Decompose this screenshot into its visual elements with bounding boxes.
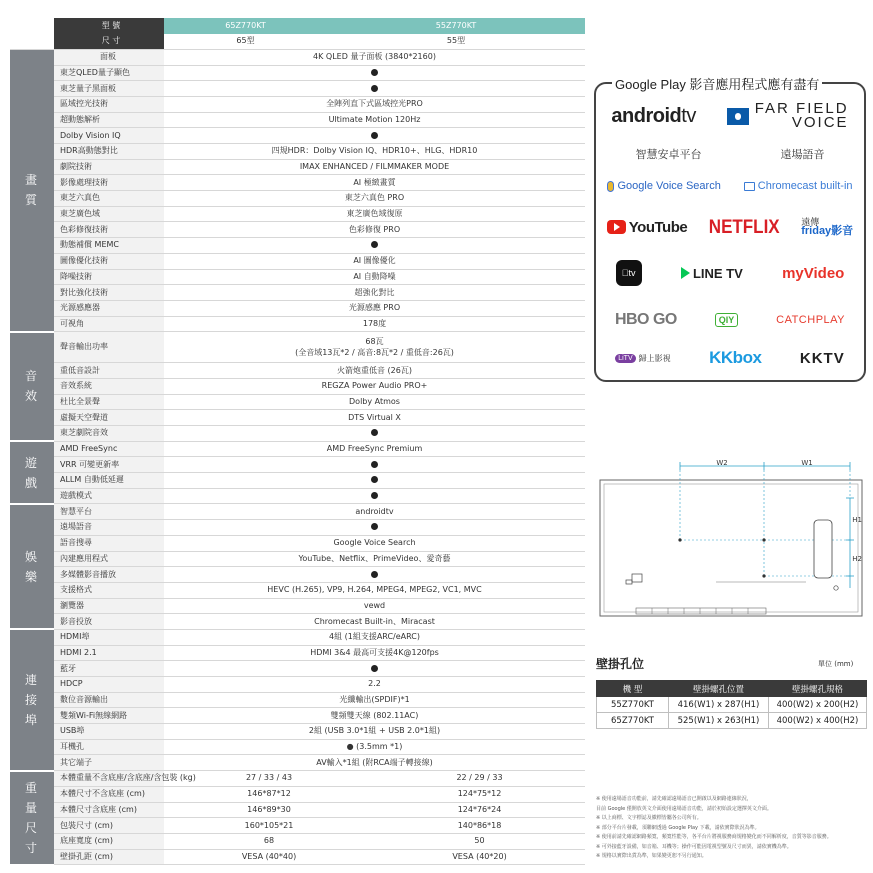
- spec-label: 影音投放: [54, 614, 164, 630]
- tv-back-drawing: [596, 458, 868, 633]
- spec-group-name: 畫質: [25, 173, 40, 208]
- spec-header-model-65: 65Z770KT: [164, 18, 327, 34]
- spec-row: [10, 269, 585, 285]
- litv-logo: LiTV 歸上影視: [615, 353, 670, 364]
- spec-value: 色彩修復 PRO: [164, 222, 585, 238]
- spec-label: HDMI埠: [54, 629, 164, 645]
- spec-value: 4組 (1組支援ARC/eARC): [164, 629, 585, 645]
- wall-mount-row: [597, 697, 867, 713]
- spec-value: DTS Virtual X: [164, 410, 585, 426]
- spec-label: 本體重量不含底座/含底座/含包裝 (kg): [54, 771, 164, 787]
- spec-size-row: [10, 34, 585, 50]
- spec-row: [10, 488, 585, 504]
- netflix-logo: NETFLIX: [708, 215, 780, 238]
- spec-row: [10, 394, 585, 410]
- spec-value-line2: (全音域13瓦*2 / 高音:8瓦*2 / 重低音:26瓦): [295, 348, 454, 358]
- spec-value: androidtv: [164, 504, 585, 520]
- h1-label: H1: [852, 516, 862, 524]
- spec-label: 數位音源輸出: [54, 692, 164, 708]
- spec-label: ALLM 自動低延遲: [54, 473, 164, 489]
- spec-value: 東芝六真色 PRO: [164, 191, 585, 207]
- spec-row: [10, 175, 585, 191]
- spec-value-55: 124*75*12: [374, 786, 585, 802]
- spec-value-65: 160*105*21: [164, 818, 374, 834]
- spec-label: 音效系統: [54, 378, 164, 394]
- bullet-dot-icon: [371, 523, 378, 530]
- spec-label: 壁掛孔距 (cm): [54, 849, 164, 865]
- spec-group-0: [10, 49, 54, 331]
- spec-group-name: 連接埠: [25, 673, 40, 728]
- footnote-line: ※ 可外接藍牙設備，如音箱、耳機等；操作可能因電視型號及尺寸而異，請依實機為準。: [596, 843, 792, 850]
- spec-value: [164, 128, 585, 144]
- spec-value-55: 124*76*24: [374, 802, 585, 818]
- spec-value: Ultimate Motion 120Hz: [164, 112, 585, 128]
- spec-group-name: 音效: [25, 369, 40, 404]
- spec-header-blank: [10, 18, 54, 34]
- spec-row: [10, 253, 585, 269]
- spec-row: [10, 535, 585, 551]
- footnotes: [596, 795, 871, 862]
- spec-row: [10, 645, 585, 661]
- spec-group-1: [10, 332, 54, 441]
- spec-row: [10, 582, 585, 598]
- spec-value: 4K QLED 量子面板 (3840*2160): [164, 49, 585, 65]
- spec-label: 虛擬天空聲道: [54, 410, 164, 426]
- spec-label: 重低音設計: [54, 363, 164, 379]
- wall-mount-header-cell: 壁掛螺孔位置: [669, 681, 769, 697]
- spec-value: 雙頻雙天線 (802.11AC): [164, 708, 585, 724]
- spec-value: [164, 81, 585, 97]
- spec-row: [10, 567, 585, 583]
- spec-row: [10, 708, 585, 724]
- wall-mount-header-cell: 壁掛螺孔規格: [769, 681, 867, 697]
- spec-row: [10, 755, 585, 771]
- spec-value-55: 22 / 29 / 33: [374, 771, 585, 787]
- spec-value: 2.2: [164, 677, 585, 693]
- spec-value-line1: 68瓦: [365, 337, 384, 347]
- spec-value: 178度: [164, 316, 585, 332]
- spec-value: 超強化對比: [164, 285, 585, 301]
- bullet-dot-icon: [371, 241, 378, 248]
- spec-value: 光源感應 PRO: [164, 300, 585, 316]
- spec-label: HDR高動態對比: [54, 144, 164, 160]
- wall-mount-cell: 416(W1) x 287(H1): [669, 697, 769, 713]
- spec-label: 光源感應器: [54, 300, 164, 316]
- spec-value: [164, 426, 585, 442]
- spec-group-2: [10, 441, 54, 504]
- spec-label: 內建應用程式: [54, 551, 164, 567]
- spec-label: 包裝尺寸 (cm): [54, 818, 164, 834]
- spec-label: 東芝六真色: [54, 191, 164, 207]
- spec-value-65: 68: [164, 833, 374, 849]
- wall-mount-unit: 單位 (mm): [818, 660, 854, 668]
- h2-label: H2: [852, 555, 862, 563]
- spec-label: 耳機孔: [54, 739, 164, 755]
- spec-value: [164, 238, 585, 254]
- iqiyi-logo: QIY: [715, 313, 739, 327]
- bullet-dot-icon: [371, 429, 378, 436]
- tv-back-diagram: [596, 458, 868, 633]
- spec-value: 火箭炮重低音 (26瓦): [164, 363, 585, 379]
- bullet-dot-icon: [371, 69, 378, 76]
- bullet-dot-icon: [371, 571, 378, 578]
- spec-label: 東芝劇院音效: [54, 426, 164, 442]
- spec-label: HDMI 2.1: [54, 645, 164, 661]
- spec-row: [10, 739, 585, 755]
- spec-group-name: 重量尺寸: [25, 780, 40, 855]
- spec-row: [10, 520, 585, 536]
- spec-label: 圖像優化技術: [54, 253, 164, 269]
- spec-label: 底座寬度 (cm): [54, 833, 164, 849]
- spec-row: [10, 159, 585, 175]
- spec-label: 東芝量子黑面板: [54, 81, 164, 97]
- spec-label: 本體尺寸含底座 (cm): [54, 802, 164, 818]
- spec-value: [164, 65, 585, 81]
- cast-icon: [744, 182, 755, 191]
- spec-row: [10, 457, 585, 473]
- catchplay-logo: CATCHPLAY: [776, 314, 846, 326]
- spec-row: [10, 285, 585, 301]
- spec-row: [10, 128, 585, 144]
- wall-mount-cell: 55Z770KT: [597, 697, 669, 713]
- androidtv-logo: androidtv: [611, 104, 696, 127]
- spec-label: 其它端子: [54, 755, 164, 771]
- spec-value-55: 140*86*18: [374, 818, 585, 834]
- youtube-play-icon: [607, 220, 626, 234]
- wall-mount-cell: 400(W2) x 200(H2): [769, 697, 867, 713]
- spec-row: [10, 410, 585, 426]
- spec-label: 影像處理技術: [54, 175, 164, 191]
- spec-row: [10, 96, 585, 112]
- bullet-dot-icon: [371, 665, 378, 672]
- voice-device-icon: [727, 108, 749, 125]
- spec-value: [164, 520, 585, 536]
- spec-row: [10, 363, 585, 379]
- spec-label: 藍牙: [54, 661, 164, 677]
- spec-value-55: 50: [374, 833, 585, 849]
- spec-value: IMAX ENHANCED / FILMMAKER MODE: [164, 159, 585, 175]
- spec-label: AMD FreeSync: [54, 441, 164, 457]
- spec-value: Google Voice Search: [164, 535, 585, 551]
- spec-value: AV輸入*1組 (附RCA端子轉接線): [164, 755, 585, 771]
- spec-group-4: [10, 629, 54, 770]
- spec-row: [10, 771, 585, 787]
- spec-label: 可視角: [54, 316, 164, 332]
- spec-row: [10, 473, 585, 489]
- spec-row: [10, 65, 585, 81]
- spec-label: 支援格式: [54, 582, 164, 598]
- wall-mount-cell: 65Z770KT: [597, 713, 669, 729]
- spec-value: YouTube、Netflix、PrimeVideo、愛奇藝: [164, 551, 585, 567]
- spec-value: 東芝廣色域復原: [164, 206, 585, 222]
- spec-label: 區域控光技術: [54, 96, 164, 112]
- spec-label: 超動態解析: [54, 112, 164, 128]
- spec-row: [10, 598, 585, 614]
- spec-row: [10, 677, 585, 693]
- spec-row: [10, 49, 585, 65]
- spec-label: 對比強化技術: [54, 285, 164, 301]
- spec-row: [10, 191, 585, 207]
- wall-mount-cell: 400(W2) x 400(H2): [769, 713, 867, 729]
- spec-value: AI 圖像優化: [164, 253, 585, 269]
- spec-row: [10, 238, 585, 254]
- spec-label: Dolby Vision IQ: [54, 128, 164, 144]
- spec-row: [10, 818, 585, 834]
- wall-mount-header-cell: 機 型: [597, 681, 669, 697]
- spec-value: [164, 488, 585, 504]
- spec-label: 本體尺寸不含底座 (cm): [54, 786, 164, 802]
- spec-row: [10, 378, 585, 394]
- line-tv-logo: LINE TV: [681, 266, 743, 281]
- spec-row: [10, 144, 585, 160]
- spec-value: 2組 (USB 3.0*1組 + USB 2.0*1組): [164, 724, 585, 740]
- spec-group-5: [10, 771, 54, 865]
- spec-value: AI 自動降噪: [164, 269, 585, 285]
- w1-label: W1: [801, 459, 813, 467]
- spec-value: [164, 473, 585, 489]
- spec-value-65: 27 / 33 / 43: [164, 771, 374, 787]
- spec-label: 杜比全景聲: [54, 394, 164, 410]
- spec-row: [10, 692, 585, 708]
- spec-label: 智慧平台: [54, 504, 164, 520]
- far-field-voice-logo: FAR FIELD VOICE: [727, 102, 849, 130]
- spec-size-55: 55型: [327, 34, 585, 50]
- spec-value: HEVC (H.265), VP9, H.264, MPEG4, MPEG2, VC1, MVC: [164, 582, 585, 598]
- footnote-line: ※ 使用前請先確認網路頻寬，頻寬性能等，各平台片將視服務商規格變化而不同解析度，音質等影音服務。: [596, 834, 832, 840]
- spec-value: 光纖輸出(SPDIF)*1: [164, 692, 585, 708]
- spec-row: [10, 332, 585, 363]
- spec-row: [10, 222, 585, 238]
- google-voice-search-logo: Google Voice Search: [607, 180, 720, 192]
- spec-label: 面板: [54, 49, 164, 65]
- wall-mount-header-row: [597, 681, 867, 697]
- bullet-dot-icon: [371, 132, 378, 139]
- spec-row: [10, 833, 585, 849]
- apple-tv-logo: tv: [616, 260, 642, 286]
- spec-label: HDCP: [54, 677, 164, 693]
- spec-value-55: VESA (40*20): [374, 849, 585, 865]
- spec-value: AI 極緻畫質: [164, 175, 585, 191]
- platform-caption: 智慧安卓平台: [635, 148, 702, 161]
- spec-label: 降噪技術: [54, 269, 164, 285]
- spec-row: [10, 661, 585, 677]
- friday-logo: 遠傳 friday影音: [801, 217, 854, 237]
- spec-label: 瀏覽器: [54, 598, 164, 614]
- google-play-title: Google Play 影音應用程式應有盡有: [612, 74, 822, 93]
- footnote-line: ※ 規格以實際出貨為準，如果變更恕不另行通知。: [596, 853, 707, 859]
- spec-label: USB埠: [54, 724, 164, 740]
- spec-value: ● (3.5mm *1): [164, 739, 585, 755]
- spec-row: [10, 300, 585, 316]
- spec-row: [10, 614, 585, 630]
- spec-label: 語音搜尋: [54, 535, 164, 551]
- spec-value: Dolby Atmos: [164, 394, 585, 410]
- bullet-dot-icon: [371, 492, 378, 499]
- spec-row: [10, 849, 585, 865]
- w2-label: W2: [716, 459, 728, 467]
- play-triangle-icon: [681, 267, 690, 279]
- spec-table: [10, 18, 585, 866]
- spec-value: [164, 661, 585, 677]
- footnote-line: ※ 使用遠場語音功能前，請先確認遠場語音已開啟以及網路連線狀況，: [596, 796, 752, 802]
- spec-row: [10, 316, 585, 332]
- spec-value: 四規HDR：Dolby Vision IQ、HDR10+、HLG、HDR10: [164, 144, 585, 160]
- spec-header-type: 型 號: [54, 18, 164, 34]
- spec-value: 全陣列直下式區域控光PRO: [164, 96, 585, 112]
- spec-label: 聲音輸出功率: [54, 332, 164, 363]
- spec-size-65: 65型: [164, 34, 327, 50]
- spec-group-name: 娛樂: [25, 549, 40, 584]
- kkbox-logo: KKbox: [709, 348, 762, 367]
- spec-value: [164, 332, 585, 363]
- spec-label: 動態補償 MEMC: [54, 238, 164, 254]
- spec-row: [10, 551, 585, 567]
- spec-row: [10, 81, 585, 97]
- footnote-line: ※ 以上商標、文字標誌及徽標皆屬各公司所有。: [596, 815, 702, 821]
- spec-label: 遊戲模式: [54, 488, 164, 504]
- spec-label: 遠場語音: [54, 520, 164, 536]
- google-play-apps-panel: [594, 77, 866, 382]
- spec-value-65: 146*87*12: [164, 786, 374, 802]
- footnote-line: 目前 Google 僅開放英文介面使用遠場語音功能，請於初始設定選擇英文介面。: [596, 805, 772, 812]
- bullet-dot-icon: [371, 476, 378, 483]
- spec-value-65: VESA (40*40): [164, 849, 374, 865]
- spec-label: 劇院技術: [54, 159, 164, 175]
- bullet-dot-icon: [371, 85, 378, 92]
- wall-mount-row: [597, 713, 867, 729]
- spec-row: [10, 802, 585, 818]
- spec-group-3: [10, 504, 54, 630]
- myvideo-logo: myVideo: [782, 264, 845, 282]
- spec-row: [10, 629, 585, 645]
- spec-label: 色彩修復技術: [54, 222, 164, 238]
- spec-row: [10, 441, 585, 457]
- spec-value: Chromecast Built-in、Miracast: [164, 614, 585, 630]
- spec-group-name: 遊戲: [25, 455, 40, 490]
- spec-row: [10, 786, 585, 802]
- spec-row: [10, 426, 585, 442]
- wall-mount-table: [596, 680, 867, 729]
- spec-row: [10, 504, 585, 520]
- spec-value: REGZA Power Audio PRO+: [164, 378, 585, 394]
- spec-label: 東芝QLED量子顯色: [54, 65, 164, 81]
- far-field-caption: 遠場語音: [780, 148, 825, 161]
- kktv-logo: KKTV: [799, 349, 845, 367]
- bullet-dot-icon: [371, 461, 378, 468]
- spec-row: [10, 112, 585, 128]
- chromecast-logo: Chromecast built-in: [744, 180, 853, 192]
- spec-value: vewd: [164, 598, 585, 614]
- microphone-icon: [607, 181, 614, 192]
- youtube-logo: YouTube: [607, 219, 687, 236]
- spec-header-row: [10, 18, 585, 34]
- spec-value: HDMI 3&4 最高可支援4K@120fps: [164, 645, 585, 661]
- footnote-line: ※ 部分平台片發載，須聯網透過 Google Play 下載，請依實際狀況為準。: [596, 824, 760, 831]
- spec-label: VRR 可變更新率: [54, 457, 164, 473]
- spec-value: [164, 567, 585, 583]
- hbo-go-logo: HBO GO: [614, 311, 677, 328]
- spec-value-65: 146*89*30: [164, 802, 374, 818]
- spec-row: [10, 206, 585, 222]
- spec-size-label: 尺 寸: [54, 34, 164, 50]
- spec-size-blank: [10, 34, 54, 50]
- spec-header-model-55: 55Z770KT: [327, 18, 585, 34]
- spec-label: 雙頻Wi-Fi無線網路: [54, 708, 164, 724]
- spec-row: [10, 724, 585, 740]
- spec-label: 東芝廣色域: [54, 206, 164, 222]
- spec-label: 多媒體影音播放: [54, 567, 164, 583]
- spec-value: AMD FreeSync Premium: [164, 441, 585, 457]
- wall-mount-title: 壁掛孔位: [596, 657, 645, 671]
- spec-value: [164, 457, 585, 473]
- wall-mount-cell: 525(W1) x 263(H1): [669, 713, 769, 729]
